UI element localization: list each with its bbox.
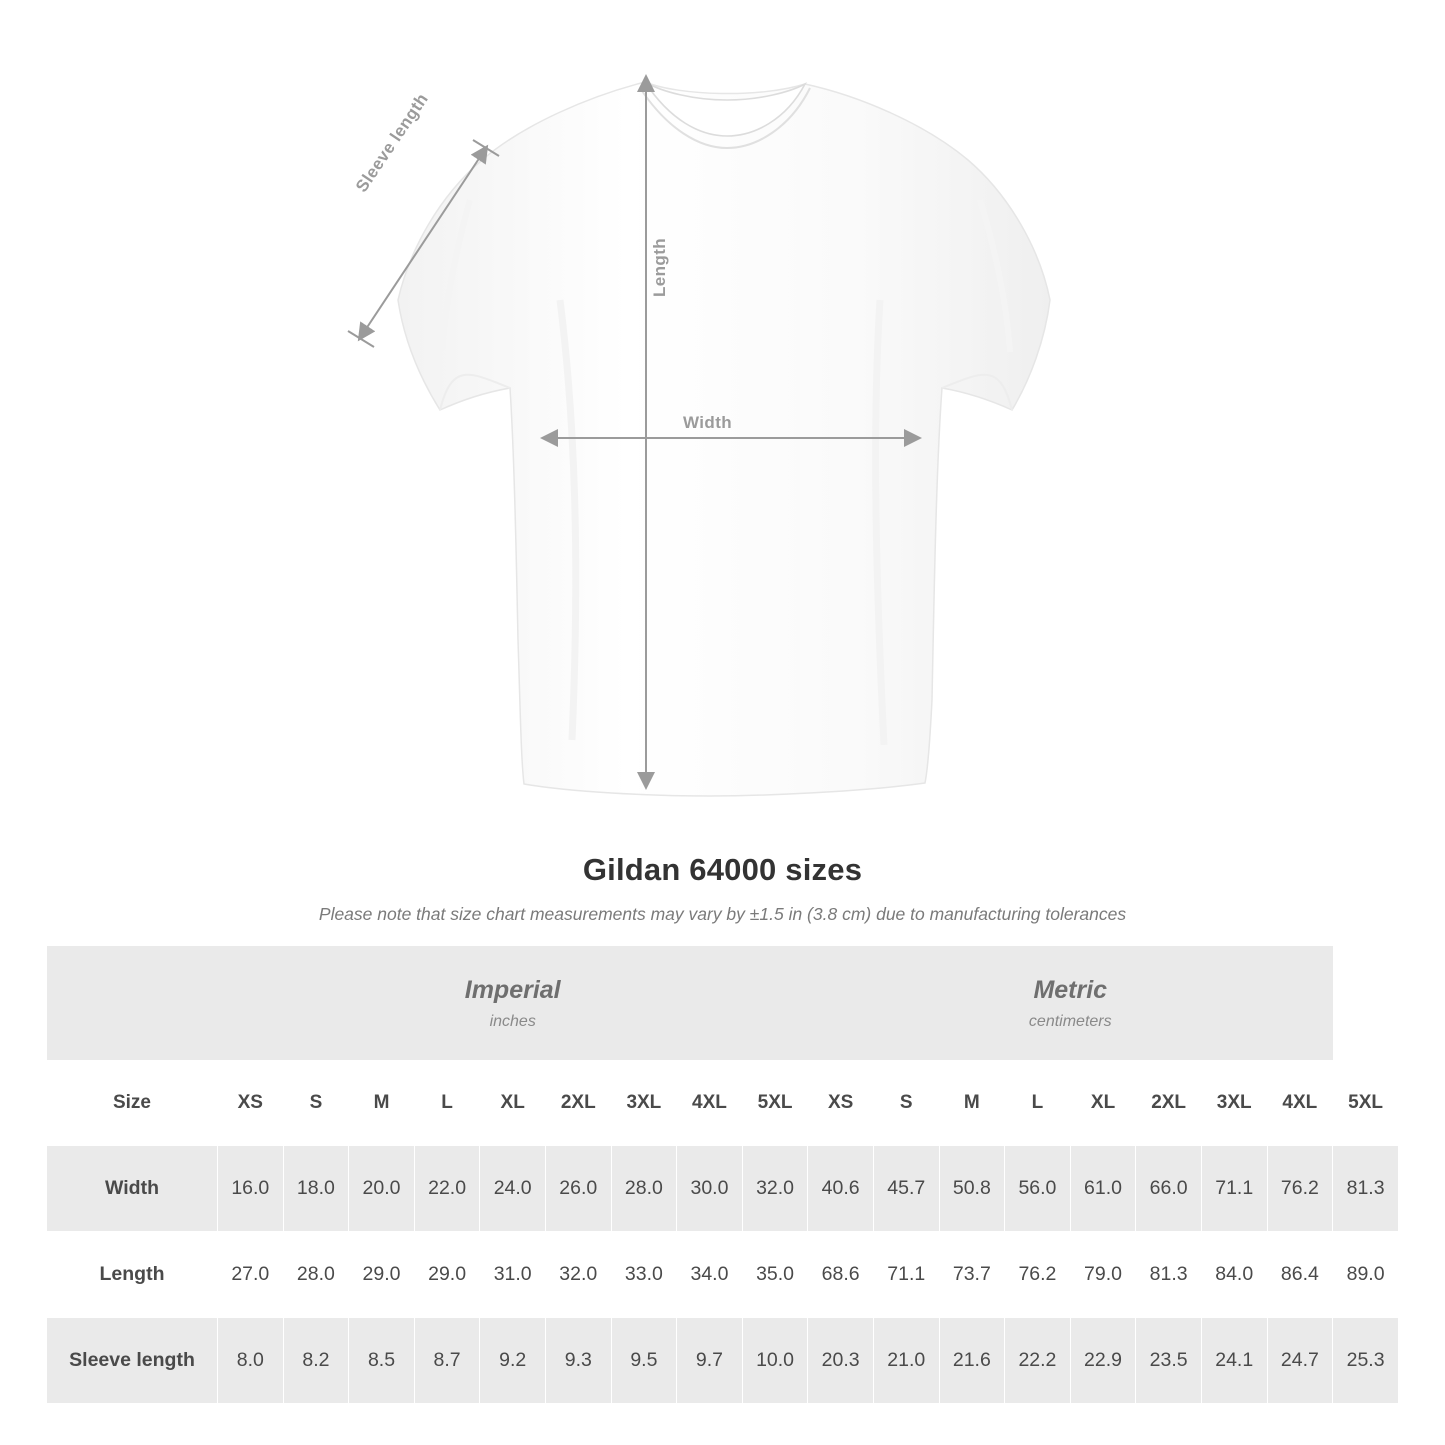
cell-sleeve-imperial-xs: 8.0 <box>218 1318 284 1404</box>
cell-sleeve-imperial-xl: 9.2 <box>480 1318 546 1404</box>
unit-header-spacer <box>47 946 218 1061</box>
cell-length-metric-m: 73.7 <box>939 1232 1005 1318</box>
header-size-metric-xl: XL <box>1070 1061 1136 1146</box>
header-size-imperial-4xl: 4XL <box>677 1061 743 1146</box>
cell-sleeve-imperial-l: 8.7 <box>414 1318 480 1404</box>
cell-sleeve-metric-m: 21.6 <box>939 1318 1005 1404</box>
header-size-metric-4xl: 4XL <box>1267 1061 1333 1146</box>
cell-sleeve-metric-s: 21.0 <box>873 1318 939 1404</box>
cell-sleeve-metric-xl: 22.9 <box>1070 1318 1136 1404</box>
width-dimension-label: Width <box>683 413 733 432</box>
cell-sleeve-metric-5xl: 25.3 <box>1333 1318 1399 1404</box>
cell-length-metric-4xl: 86.4 <box>1267 1232 1333 1318</box>
sleeve-length-dimension-label: Sleeve length <box>352 89 432 196</box>
unit-header-metric <box>808 946 1333 1061</box>
cell-length-imperial-3xl: 33.0 <box>611 1232 677 1318</box>
cell-length-imperial-xs: 27.0 <box>218 1232 284 1318</box>
cell-width-imperial-l: 22.0 <box>414 1146 480 1232</box>
cell-width-metric-5xl: 81.3 <box>1333 1146 1399 1232</box>
cell-width-imperial-s: 18.0 <box>283 1146 349 1232</box>
cell-width-metric-l: 56.0 <box>1005 1146 1071 1232</box>
table-row <box>47 1232 1399 1318</box>
measurement-note: Please note that size chart measurements may vary by ±1.5 in (3.8 cm) due to manufacturing tolerances <box>318 904 1127 924</box>
cell-sleeve-metric-3xl: 24.1 <box>1201 1318 1267 1404</box>
cell-length-metric-l: 76.2 <box>1005 1232 1071 1318</box>
cell-sleeve-imperial-s: 8.2 <box>283 1318 349 1404</box>
header-size-metric-3xl: 3XL <box>1201 1061 1267 1146</box>
cell-length-metric-xl: 79.0 <box>1070 1232 1136 1318</box>
cell-width-imperial-xs: 16.0 <box>218 1146 284 1232</box>
header-size-metric-5xl: 5XL <box>1333 1061 1399 1146</box>
cell-sleeve-imperial-5xl: 10.0 <box>742 1318 808 1404</box>
cell-length-metric-xs: 68.6 <box>808 1232 874 1318</box>
cell-sleeve-imperial-m: 8.5 <box>349 1318 415 1404</box>
unit-imperial-name: Imperial <box>464 976 561 1005</box>
cell-width-metric-4xl: 76.2 <box>1267 1146 1333 1232</box>
unit-header-imperial <box>218 946 808 1061</box>
cell-length-imperial-xl: 31.0 <box>480 1232 546 1318</box>
size-chart-table-wrapper <box>46 946 1399 1404</box>
cell-width-metric-3xl: 71.1 <box>1201 1146 1267 1232</box>
header-size-imperial-l: L <box>414 1061 480 1146</box>
length-dimension-label: Length <box>650 237 669 297</box>
unit-metric-name: Metric <box>1033 976 1108 1005</box>
cell-sleeve-metric-2xl: 23.5 <box>1136 1318 1202 1404</box>
page-title: Gildan 64000 sizes <box>582 852 863 887</box>
cell-width-imperial-3xl: 28.0 <box>611 1146 677 1232</box>
cell-width-imperial-2xl: 26.0 <box>545 1146 611 1232</box>
cell-length-imperial-m: 29.0 <box>349 1232 415 1318</box>
header-size-metric-s: S <box>873 1061 939 1146</box>
header-size-imperial-5xl: 5XL <box>742 1061 808 1146</box>
cell-length-imperial-4xl: 34.0 <box>677 1232 743 1318</box>
table-row <box>47 1318 1399 1404</box>
cell-width-metric-s: 45.7 <box>873 1146 939 1232</box>
cell-length-metric-s: 71.1 <box>873 1232 939 1318</box>
cell-sleeve-metric-xs: 20.3 <box>808 1318 874 1404</box>
size-chart-table <box>46 946 1399 1404</box>
cell-sleeve-imperial-2xl: 9.3 <box>545 1318 611 1404</box>
table-row <box>47 1146 1399 1232</box>
cell-length-metric-3xl: 84.0 <box>1201 1232 1267 1318</box>
cell-width-imperial-5xl: 32.0 <box>742 1146 808 1232</box>
cell-width-metric-xl: 61.0 <box>1070 1146 1136 1232</box>
header-size-metric-m: M <box>939 1061 1005 1146</box>
header-size-imperial-3xl: 3XL <box>611 1061 677 1146</box>
cell-width-metric-xs: 40.6 <box>808 1146 874 1232</box>
header-size-imperial-xs: XS <box>218 1061 284 1146</box>
cell-width-imperial-4xl: 30.0 <box>677 1146 743 1232</box>
unit-header-row <box>47 946 1399 1061</box>
header-size-imperial-s: S <box>283 1061 349 1146</box>
row-label-sleeve-length: Sleeve length <box>47 1318 218 1404</box>
header-size-metric-xs: XS <box>808 1061 874 1146</box>
cell-length-imperial-s: 28.0 <box>283 1232 349 1318</box>
column-header-row <box>47 1061 1399 1146</box>
cell-sleeve-imperial-4xl: 9.7 <box>677 1318 743 1404</box>
unit-imperial-sub: inches <box>489 1012 536 1030</box>
header-size-imperial-2xl: 2XL <box>545 1061 611 1146</box>
cell-length-metric-2xl: 81.3 <box>1136 1232 1202 1318</box>
cell-width-metric-2xl: 66.0 <box>1136 1146 1202 1232</box>
cell-width-imperial-m: 20.0 <box>349 1146 415 1232</box>
cell-length-metric-5xl: 89.0 <box>1333 1232 1399 1318</box>
cell-sleeve-metric-4xl: 24.7 <box>1267 1318 1333 1404</box>
cell-length-imperial-l: 29.0 <box>414 1232 480 1318</box>
cell-sleeve-imperial-3xl: 9.5 <box>611 1318 677 1404</box>
header-size-imperial-m: M <box>349 1061 415 1146</box>
row-label-length: Length <box>47 1232 218 1318</box>
cell-sleeve-metric-l: 22.2 <box>1005 1318 1071 1404</box>
cell-width-imperial-xl: 24.0 <box>480 1146 546 1232</box>
unit-metric-sub: centimeters <box>1028 1012 1112 1030</box>
header-size-imperial-xl: XL <box>480 1061 546 1146</box>
cell-width-metric-m: 50.8 <box>939 1146 1005 1232</box>
cell-length-imperial-2xl: 32.0 <box>545 1232 611 1318</box>
cell-length-imperial-5xl: 35.0 <box>742 1232 808 1318</box>
header-size-label: Size <box>47 1061 218 1146</box>
row-label-width: Width <box>47 1146 218 1232</box>
header-size-metric-l: L <box>1005 1061 1071 1146</box>
header-size-metric-2xl: 2XL <box>1136 1061 1202 1146</box>
